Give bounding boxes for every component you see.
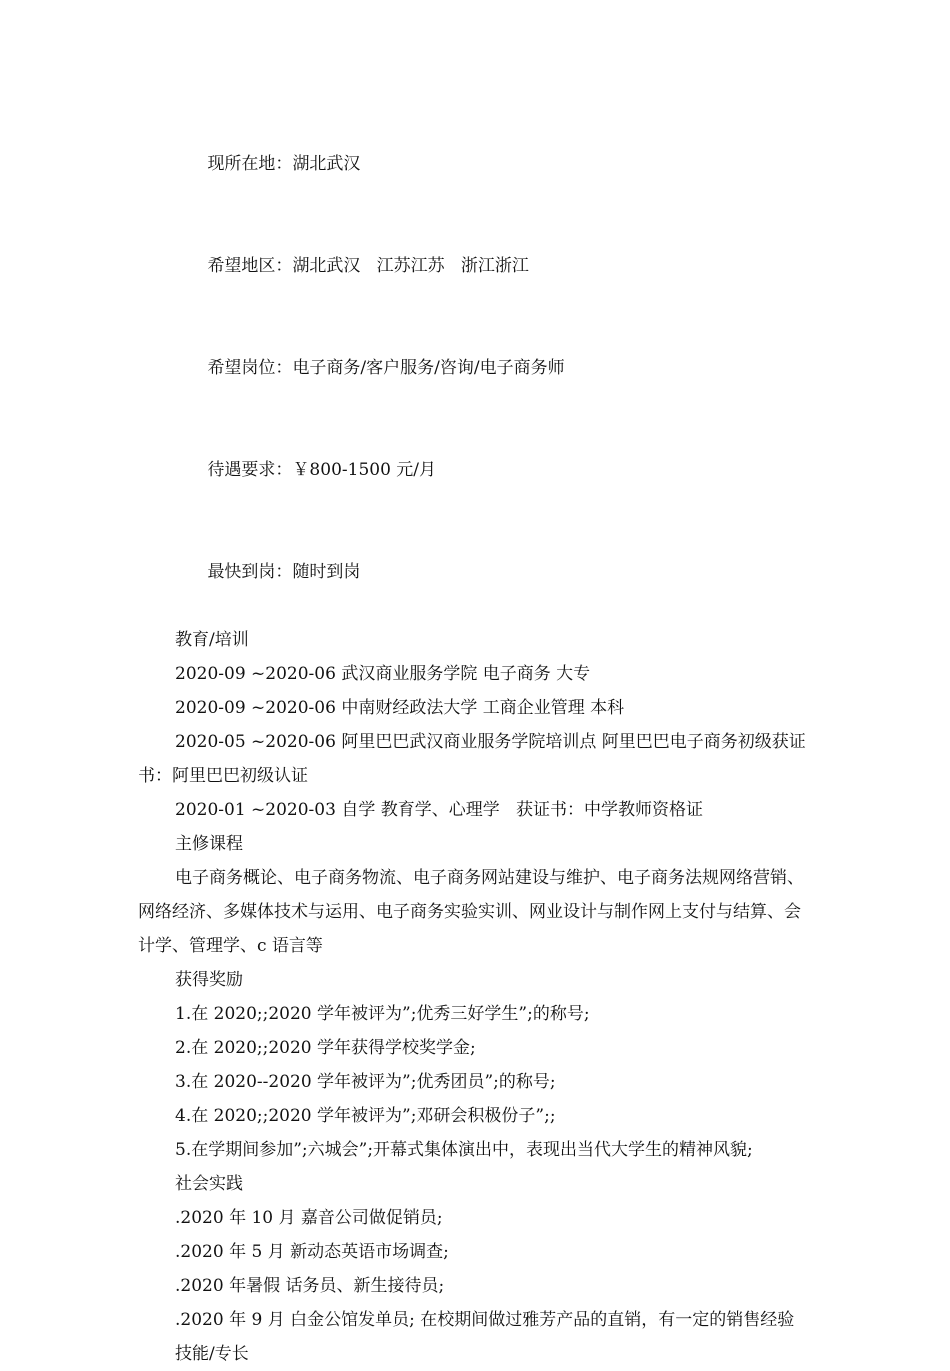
practice-item: .2020 年 9 月 白金公馆发单员; 在校期间做过雅芳产品的直销，有一定的销售经验 xyxy=(175,1310,795,1330)
current-location-value: 湖北武汉 xyxy=(292,154,361,174)
current-location-label: 现所在地： xyxy=(207,154,293,174)
practice-item: .2020 年 10 月 嘉音公司做促销员; xyxy=(175,1208,443,1228)
courses-heading: 主修课程 xyxy=(175,834,243,854)
desired-area-value: 湖北武汉 江苏江苏 浙江浙江 xyxy=(292,256,529,276)
salary-row xyxy=(138,419,812,521)
awards-heading: 获得奖励 xyxy=(175,970,243,990)
award-item: 4.在 2020;;2020 学年被评为”;邓研会积极份子”;; xyxy=(175,1106,556,1126)
education-item: 2020-09 ~2020-06 武汉商业服务学院 电子商务 大专 xyxy=(175,664,591,684)
salary-label: 待遇要求： xyxy=(207,460,293,480)
availability-row xyxy=(138,521,812,623)
desired-position-label: 希望岗位： xyxy=(207,358,293,378)
salary-value: ￥800-1500 元/月 xyxy=(292,460,437,480)
courses-text: 电子商务概论、电子商务物流、电子商务网站建设与维护、电子商务法规网络营销、网络经济、多媒体技术与运用、电子商务实验实训、网业设计与制作网上支付与结算、会计学、管理学、c 语言等 xyxy=(138,868,804,956)
award-item: 3.在 2020--2020 学年被评为”;优秀团员”;的称号; xyxy=(175,1072,556,1092)
skills-heading: 技能/专长 xyxy=(175,1344,249,1364)
current-location-row xyxy=(138,113,812,215)
desired-area-label: 希望地区： xyxy=(207,256,293,276)
education-heading: 教育/培训 xyxy=(175,630,249,650)
award-item: 1.在 2020;;2020 学年被评为”;优秀三好学生”;的称号; xyxy=(175,1004,590,1024)
award-item: 2.在 2020;;2020 学年获得学校奖学金; xyxy=(175,1038,476,1058)
availability-value: 随时到岗 xyxy=(292,562,361,582)
education-item: 2020-09 ~2020-06 中南财经政法大学 工商企业管理 本科 xyxy=(175,698,625,718)
desired-position-value: 电子商务/客户服务/咨询/电子商务师 xyxy=(292,358,565,378)
education-item: 2020-01 ~2020-03 自学 教育学、心理学 获证书：中学教师资格证 xyxy=(175,800,703,820)
desired-position-row xyxy=(138,317,812,419)
education-item: 2020-05 ~2020-06 阿里巴巴武汉商业服务学院培训点 阿里巴巴电子商务初级获证书：阿里巴巴初级认证 xyxy=(138,732,806,786)
desired-area-row xyxy=(138,215,812,317)
practice-heading: 社会实践 xyxy=(175,1174,243,1194)
availability-label: 最快到岗： xyxy=(207,562,293,582)
award-item: 5.在学期间参加”;六城会”;开幕式集体演出中，表现出当代大学生的精神风貌; xyxy=(175,1140,753,1160)
practice-item: .2020 年暑假 话务员、新生接待员; xyxy=(175,1276,445,1296)
practice-item: .2020 年 5 月 新动态英语市场调查; xyxy=(175,1242,449,1262)
resume-content xyxy=(138,113,812,1371)
